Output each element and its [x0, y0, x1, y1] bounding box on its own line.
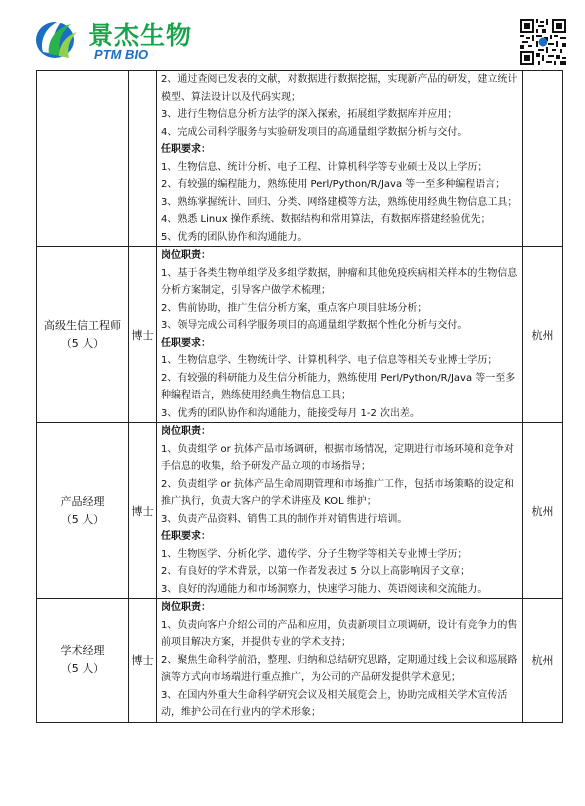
description-line: 3、负责产品资料、销售工具的制作并对销售进行培训。: [161, 513, 408, 525]
description-line: 2、负责组学 or 抗体产品生命周期管理和市场推广工作，包括市场策略的设定和推广执行，负责大客户的学术讲座及 KOL 维护；: [161, 478, 514, 507]
description-line: 2、通过查阅已发表的文献，对数据进行数据挖掘，实现新产品的研发，建立统计模型、算法设计以及代码实现；: [161, 74, 518, 103]
description-line: 3、在国内外重大生命科学研究会议及相关展览会上，协助完成相关学术宣传活动，维护公司在行业内的学术形象；: [161, 689, 508, 718]
degree-cell: 博士: [129, 423, 157, 599]
position-title-cell: [37, 599, 129, 723]
position-title-cell: [37, 247, 129, 423]
job-description-cell: [157, 71, 523, 247]
city-cell: 杭州: [523, 247, 563, 423]
description-line: 4、熟悉 Linux 操作系统、数据结构和常用算法，有数据库搭建经验优先；: [161, 214, 491, 225]
description-line: 2、有良好的学术背景，以第一作者发表过 5 分以上高影响因子文章；: [161, 566, 471, 577]
job-description-cell: [157, 247, 523, 423]
position-title: 产品经理: [60, 494, 105, 508]
section-heading: 岗位职责：: [161, 426, 211, 437]
position-title-cell: [37, 423, 129, 599]
job-description-cell: [157, 423, 523, 599]
description-line: 2、有较强的编程能力，熟练使用 Perl/Python/R/Java 等一至多种编程语言；: [161, 179, 506, 190]
description-line: 1、生物医学、分析化学、遗传学、分子生物学等相关专业博士学历；: [161, 548, 468, 560]
city-cell: 杭州: [523, 599, 563, 723]
job-listing-table: [36, 70, 563, 723]
description-line: 3、进行生物信息分析方法学的深入探索，拓展组学数据库并应用；: [161, 109, 458, 120]
section-heading: 任职要求：: [161, 337, 211, 349]
position-title-cell: [37, 71, 129, 247]
degree-cell: 博士: [129, 599, 157, 723]
section-heading: 任职要求：: [161, 144, 211, 155]
position-title: 高级生信工程师: [44, 318, 121, 332]
job-description-cell: [157, 599, 523, 723]
description-line: 1、生物信息学、生物统计学、计算机科学、电子信息等相关专业博士学历；: [161, 355, 498, 366]
table-row: [37, 599, 563, 723]
table-row: [37, 247, 563, 423]
headcount: （5 人）: [60, 662, 105, 676]
description-line: 3、良好的沟通能力和市场洞察力，快速学习能力、英语阅读和交流能力。: [161, 583, 488, 595]
degree-cell: [129, 71, 157, 247]
description-line: 3、领导完成公司科学服务项目的高通量组学数据个性化分析与交付。: [161, 320, 468, 331]
description-line: 1、负责向客户介绍公司的产品和应用，负责新项目立项调研，设计有竞争力的售前项目解决方案，并提供专业的学术支持；: [161, 619, 518, 648]
section-heading: 岗位职责：: [161, 250, 211, 261]
city-cell: 杭州: [523, 423, 563, 599]
company-logo-icon: [33, 14, 81, 62]
description-line: 2、聚焦生命科学前沿，整理、归纳和总结研究思路，定期通过线上会议和巡展路演等方式向市场端进行重点推广，为公司的产品研发提供学术意见；: [161, 654, 518, 683]
description-line: 1、生物信息、统计分析、电子工程、计算机科学等专业硕士及以上学历；: [161, 161, 488, 173]
degree-cell: 博士: [129, 247, 157, 423]
description-line: 3、优秀的团队协作和沟通能力，能接受每月 1-2 次出差。: [161, 407, 421, 419]
table-row: [37, 71, 563, 247]
description-line: 3、熟练掌握统计、回归、分类、网络建模等方法，熟练使用经典生物信息工具；: [161, 196, 518, 208]
section-heading: 任职要求：: [161, 531, 211, 542]
position-title: 学术经理: [60, 644, 105, 658]
brand-name-en: PTM BIO: [94, 47, 149, 62]
qr-code-icon[interactable]: [520, 19, 566, 65]
description-line: 1、基于各类生物单组学及多组学数据，肿瘤和其他免疫疾病相关样本的生物信息分析方案制定，引导客户做学术梳理；: [161, 267, 518, 296]
headcount: （5 人）: [60, 336, 105, 350]
description-line: 4、完成公司科学服务与实验研发项目的高通量组学数据分析与交付。: [161, 126, 468, 138]
city-cell: [523, 71, 563, 247]
table-row: [37, 423, 563, 599]
headcount: （5 人）: [60, 512, 105, 526]
description-line: 1、负责组学 or 抗体产品市场调研，根据市场情况，定期进行市场环境和竞争对手信息的收集，给予研发产品立项的市场指导；: [161, 443, 514, 472]
brand-name-cn: 景杰生物: [88, 21, 193, 50]
description-line: 5、优秀的团队协作和沟通能力。: [161, 231, 308, 243]
description-line: 2、有较强的科研能力及生信分析能力，熟练使用 Perl/Python/R/Java 等一至多种编程语言，熟练使用经典生物信息工具；: [161, 372, 516, 401]
section-heading: 岗位职责：: [161, 602, 211, 613]
page-header: [0, 0, 585, 70]
description-line: 2、售前协助，推广生信分析方案，重点客户项目驻场分析；: [161, 302, 428, 314]
